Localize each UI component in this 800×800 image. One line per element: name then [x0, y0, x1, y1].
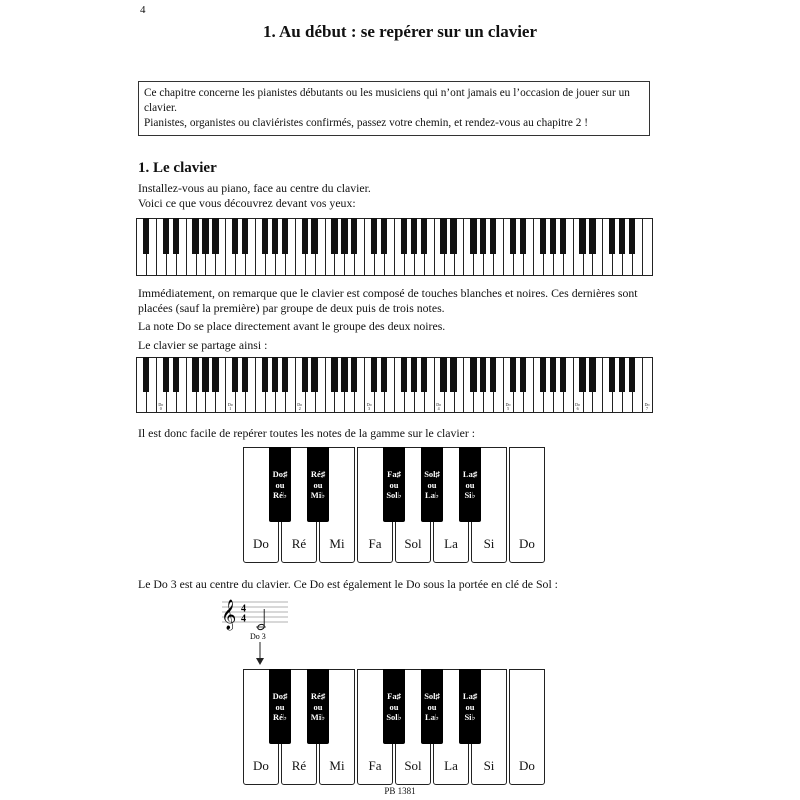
paragraph-do3-text: Le Do 3 est au centre du clavier. Ce Do est également le Do sous la portée en clé de Sol : [138, 577, 558, 591]
black-key [520, 218, 526, 254]
black-key [411, 357, 417, 392]
labeled-keyboard [136, 357, 652, 413]
black-key [421, 218, 427, 254]
octave-label [295, 403, 305, 411]
black-key-label: Do♯ [272, 469, 288, 479]
black-key [331, 357, 337, 392]
black-key [470, 357, 476, 392]
black-key [163, 357, 169, 392]
octave-label-number: 3 [368, 406, 371, 411]
paragraph-do3 [138, 577, 658, 592]
octave-label-number: 5 [507, 406, 510, 411]
black-key-label: Sol♭ [386, 712, 402, 722]
black-key [459, 669, 481, 744]
black-key [589, 357, 595, 392]
paragraph-intro [138, 181, 658, 211]
black-key-label: ou [313, 701, 323, 712]
black-key [192, 218, 198, 254]
black-key [202, 218, 208, 254]
black-key [269, 447, 291, 522]
white-key-label: Fa [368, 536, 382, 551]
black-key [421, 357, 427, 392]
white-key [509, 447, 545, 563]
note-label: Do 3 [250, 632, 266, 641]
black-key [381, 218, 387, 254]
black-key [381, 357, 387, 392]
time-signature-bottom: 4 [241, 613, 246, 625]
octave-label-number: 0 [159, 406, 162, 411]
paragraph-keyboard-split [138, 338, 658, 353]
paragraph-do-position-text: La note Do se place directement avant le groupe des deux noires. [138, 319, 446, 333]
black-key [579, 357, 585, 392]
black-key [459, 447, 481, 522]
black-key [311, 357, 317, 392]
black-key [579, 218, 585, 254]
black-key [351, 357, 357, 392]
black-key-label: ou [313, 479, 323, 490]
black-key-label: Si♭ [464, 712, 476, 722]
intro-line-1: Ce chapitre concerne les pianistes débutants ou les musiciens qui n’ont jamais eu l’occasion de jouer sur un clavier. [144, 87, 630, 114]
black-key [262, 357, 268, 392]
black-key [589, 218, 595, 254]
black-key [609, 357, 615, 392]
black-key [272, 218, 278, 254]
black-key [540, 357, 546, 392]
black-key [269, 669, 291, 744]
black-key-label: Si♭ [464, 490, 476, 500]
octave-label [642, 403, 652, 411]
paragraph-scale [138, 426, 658, 441]
black-key [383, 669, 405, 744]
paragraph-keyboard-split-text: Le clavier se partage ainsi : [138, 338, 268, 352]
octave-label-note: Do [158, 402, 164, 407]
white-key-label: Sol [404, 758, 422, 773]
octave-diagram-do3 [243, 669, 547, 785]
black-key [282, 357, 288, 392]
black-key-label: Ré♭ [273, 712, 287, 722]
white-key-label: La [444, 536, 458, 551]
treble-staff [220, 594, 290, 644]
black-key [450, 357, 456, 392]
octave-label-note: Do [366, 402, 372, 407]
black-key [520, 357, 526, 392]
black-key [440, 357, 446, 392]
white-key-label: La [444, 758, 458, 773]
black-key [609, 218, 615, 254]
octave-label [503, 403, 513, 411]
white-key [509, 669, 545, 785]
black-key [480, 218, 486, 254]
white-key-label: Do [253, 758, 269, 773]
black-key [262, 218, 268, 254]
octave-label-note: Do [505, 402, 511, 407]
black-key-label: ou [389, 701, 399, 712]
black-key [383, 447, 405, 522]
black-key-label: Sol♯ [424, 469, 440, 479]
black-key [143, 218, 149, 254]
black-key [450, 218, 456, 254]
black-key [212, 357, 218, 392]
octave-label-number: 2 [298, 406, 301, 411]
time-signature-top: 4 [241, 603, 246, 615]
white-key-label: Ré [291, 536, 307, 551]
white-key-label: Mi [329, 536, 345, 551]
black-key-label: ou [275, 479, 285, 490]
black-key [351, 218, 357, 254]
black-key [411, 218, 417, 254]
chapter-title: 1. Au début : se repérer sur un clavier [262, 22, 538, 41]
paragraph-scale-text: Il est donc facile de repérer toutes les notes de la gamme sur le clavier : [138, 426, 476, 440]
black-key-label: ou [465, 701, 475, 712]
black-key [173, 357, 179, 392]
black-key [302, 218, 308, 254]
black-key [510, 357, 516, 392]
octave-label-number: 4 [437, 406, 440, 411]
full-keyboard [136, 218, 652, 276]
black-key-label: ou [275, 701, 285, 712]
white-key-label: Fa [368, 758, 382, 773]
black-key-label: Sol♯ [424, 691, 440, 701]
octave-label [364, 403, 374, 411]
intro-box [138, 81, 650, 136]
black-key [560, 218, 566, 254]
white-key [642, 218, 653, 276]
footer-code: PB 1381 [384, 786, 416, 796]
octave-label-note: Do [297, 402, 303, 407]
paragraph-intro-line-2: Voici ce que vous découvrez devant vos yeux: [138, 196, 356, 210]
octave-label [434, 403, 444, 411]
black-key-label: Ré♭ [273, 490, 287, 500]
octave-label [156, 403, 166, 411]
octave-label-note: Do [575, 402, 581, 407]
black-key-label: La♯ [462, 469, 478, 479]
black-key [242, 218, 248, 254]
black-key [480, 357, 486, 392]
paragraph-keys [138, 286, 658, 316]
black-key-label: La♭ [425, 712, 439, 722]
black-key [619, 357, 625, 392]
black-key [341, 357, 347, 392]
black-key [143, 357, 149, 392]
octave-label-number: 1 [229, 406, 232, 411]
black-key [440, 218, 446, 254]
black-key-label: ou [427, 701, 437, 712]
black-key [560, 357, 566, 392]
octave-label-note: Do [644, 402, 650, 407]
black-key [401, 218, 407, 254]
white-key-label: Si [483, 758, 495, 773]
black-key [202, 357, 208, 392]
black-key-label: ou [427, 479, 437, 490]
black-key-label: Do♯ [272, 691, 288, 701]
black-key [331, 218, 337, 254]
black-key [421, 447, 443, 522]
down-arrow-icon [252, 642, 268, 666]
white-key-label: Sol [404, 536, 422, 551]
white-key-label: Mi [329, 758, 345, 773]
octave-label [225, 403, 235, 411]
page-number: 4 [140, 4, 146, 16]
octave-label-note: Do [227, 402, 233, 407]
black-key [371, 357, 377, 392]
treble-clef-icon: 𝄞 [221, 600, 237, 630]
black-key [173, 218, 179, 254]
black-key [550, 357, 556, 392]
black-key-label: ou [389, 479, 399, 490]
black-key [421, 669, 443, 744]
white-key-label: Ré [291, 758, 307, 773]
black-key [307, 447, 329, 522]
black-key [232, 357, 238, 392]
white-key-label: Do [519, 758, 535, 773]
white-key-label: Do [519, 536, 535, 551]
black-key [282, 218, 288, 254]
black-key [629, 357, 635, 392]
black-key-label: ou [465, 479, 475, 490]
octave-label-note: Do [436, 402, 442, 407]
white-key-label: Do [253, 536, 269, 551]
black-key-label: Mi♭ [310, 712, 326, 722]
black-key-label: Sol♭ [386, 490, 402, 500]
black-key [540, 218, 546, 254]
black-key [232, 218, 238, 254]
black-key [307, 669, 329, 744]
octave-label-number: 6 [576, 406, 579, 411]
black-key-label: Fa♯ [387, 691, 401, 701]
black-key [163, 218, 169, 254]
black-key [302, 357, 308, 392]
black-key [242, 357, 248, 392]
black-key [510, 218, 516, 254]
black-key [341, 218, 347, 254]
section-title: 1. Le clavier [138, 160, 217, 176]
black-key [192, 357, 198, 392]
paragraph-do-position [138, 319, 658, 334]
octave-diagram [243, 447, 547, 563]
black-key-label: La♯ [462, 691, 478, 701]
black-key [619, 218, 625, 254]
white-key-label: Si [483, 536, 495, 551]
octave-label [573, 403, 583, 411]
black-key-label: La♭ [425, 490, 439, 500]
black-key-label: Fa♯ [387, 469, 401, 479]
black-key-label: Ré♯ [310, 469, 326, 479]
intro-line-2: Pianistes, organistes ou claviéristes confirmés, passez votre chemin, et rendez-vous au chapitre 2 ! [144, 117, 588, 129]
black-key [311, 218, 317, 254]
octave-label-number: 7 [646, 406, 649, 411]
black-key [470, 218, 476, 254]
black-key [490, 218, 496, 254]
black-key [550, 218, 556, 254]
black-key [629, 218, 635, 254]
paragraph-keys-text: Immédiatement, on remarque que le clavier est composé de touches blanches et noires. Ces dernières sont placées (sauf la première) par groupe de deux puis de trois notes. [138, 286, 638, 315]
black-key-label: Ré♯ [310, 691, 326, 701]
black-key [212, 218, 218, 254]
paragraph-intro-line-1: Installez-vous au piano, face au centre du clavier. [138, 181, 371, 195]
black-key [272, 357, 278, 392]
black-key [371, 218, 377, 254]
black-key [490, 357, 496, 392]
black-key [401, 357, 407, 392]
black-key-label: Mi♭ [310, 490, 326, 500]
